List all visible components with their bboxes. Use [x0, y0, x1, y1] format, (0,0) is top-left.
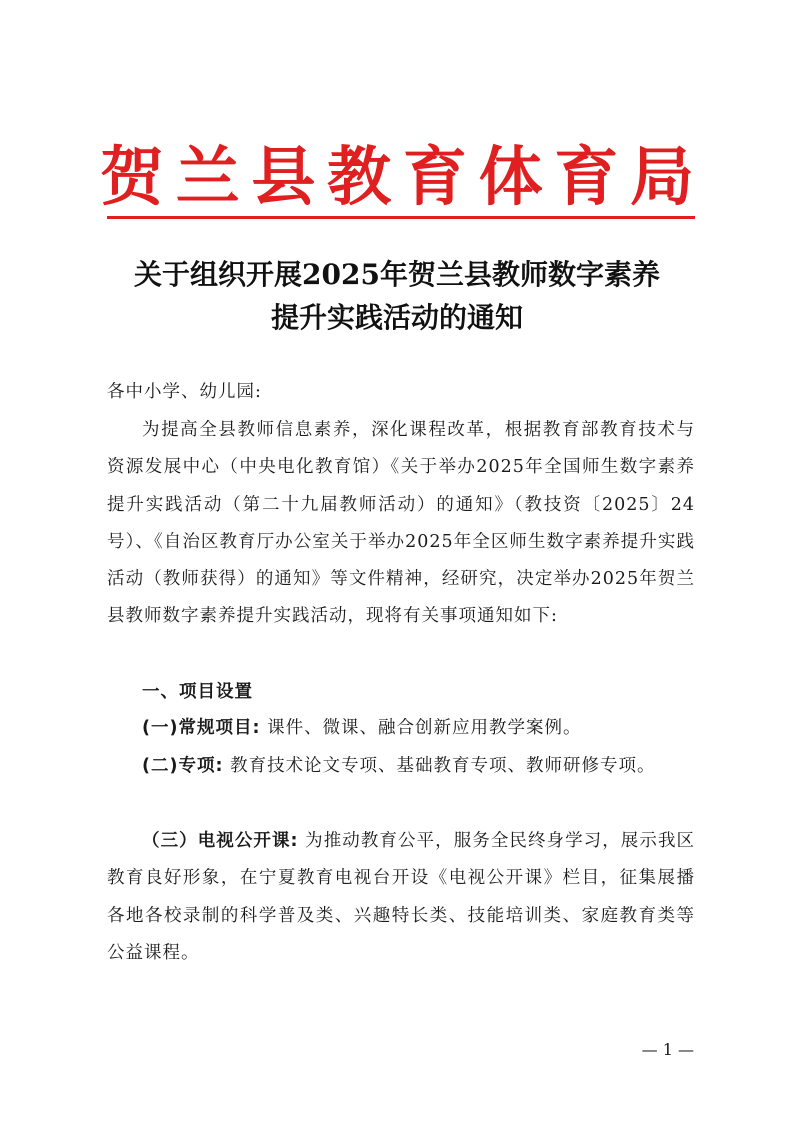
salutation: 各中小学、幼儿园: [107, 382, 262, 402]
item3-label: （三）电视公开课: [142, 831, 299, 851]
item2-label: (二)专项: [142, 756, 224, 776]
item3-paragraph [107, 823, 695, 972]
document-title-line2: 提升实践活动的通知 [270, 301, 523, 334]
item2-paragraph [107, 748, 695, 785]
intro-paragraph: 为提高全县教师信息素养，深化课程改革，根据教育部教育技术与资源发展中心（中央电化教育馆）《关于举办2025年全国师生数字素养提升实践活动（第二十九届教师活动）的通知》（教技资〔2025〕24号）、《自治区教育厅办公室关于举办2025年全区师生数字素养提升实践活动（教师获得）的通知》等文件精神，经研究，决定举办2025年贺兰县教师数字素养提升实践活动，现将有关事项通知如下: [107, 420, 695, 627]
letterhead-org-name: 贺兰县教育体育局 [100, 140, 698, 215]
section1-heading: 一、项目设置 [142, 682, 253, 702]
item1-paragraph [107, 710, 695, 747]
item1-label: (一)常规项目: [142, 718, 261, 738]
item3-text: 为推动教育公平，服务全民终身学习，展示我区教育良好形象，在宁夏教育电视台开设《电视公开课》栏目，征集展播各地各校录制的科学普及类、兴趣特长类、技能培训类、家庭教育类等公益课程。 [107, 831, 696, 963]
item1-text: 课件、微课、融合创新应用教学案例。 [260, 718, 582, 738]
item2-text: 教育技术论文专项、基础教育专项、教师研修专项。 [223, 756, 656, 776]
page-number: — 1 — [641, 1040, 694, 1059]
letterhead-red-rule [107, 216, 695, 219]
document-title-line1: 关于组织开展2025年贺兰县教师数字素养 [134, 258, 660, 291]
